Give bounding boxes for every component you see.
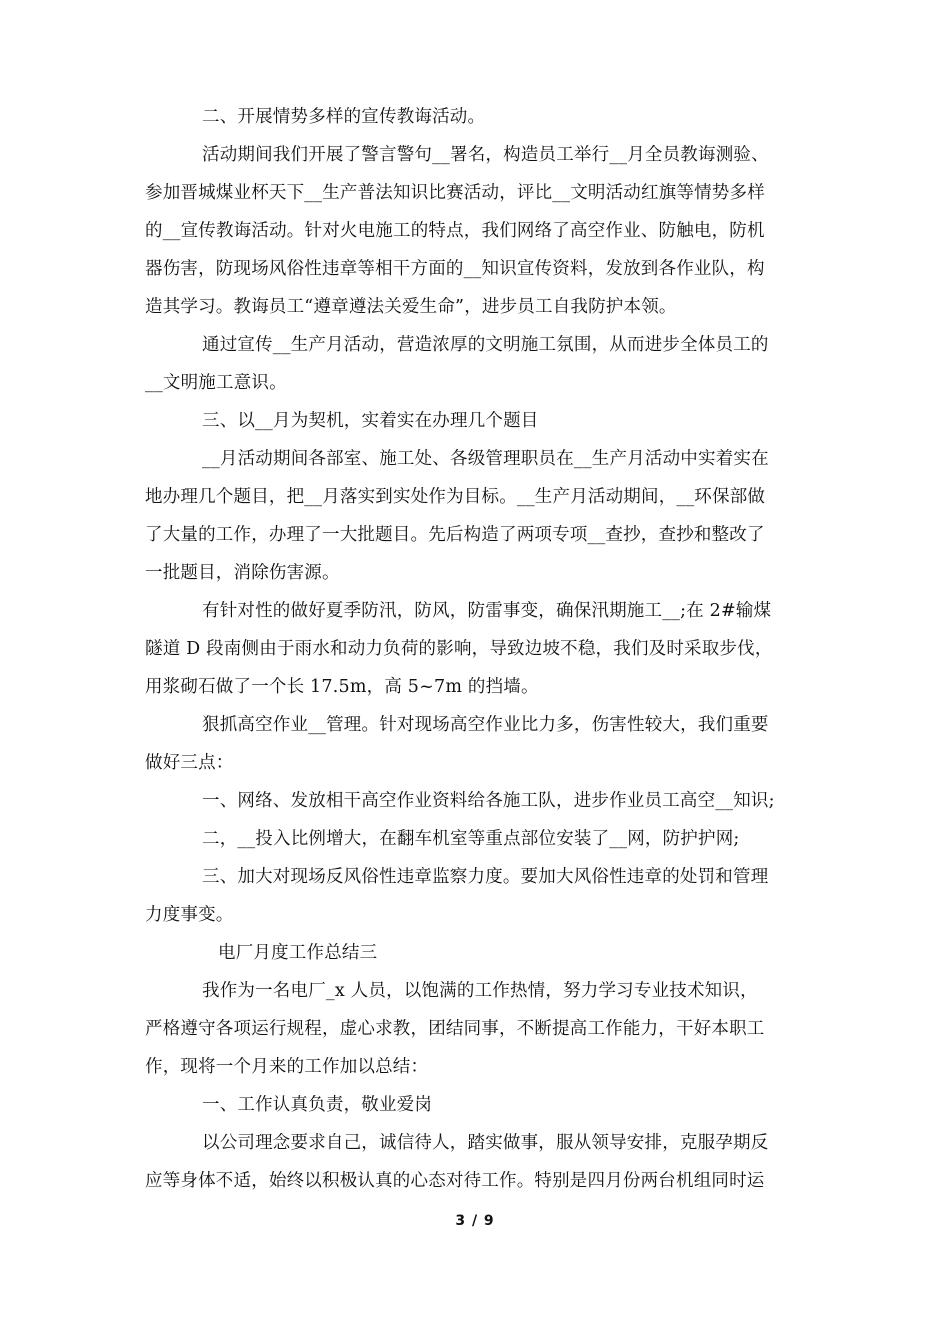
document-title: 电厂月度工作总结三 (218, 943, 378, 963)
paragraph-line: 地办理几个题目，把__月落实到实处作为目标。__生产月活动期间，__环保部做 (145, 487, 766, 507)
paragraph-line: 一批题目，消除伤害源。 (145, 563, 340, 583)
section-heading: 一、工作认真负责，敬业爱岗 (202, 1095, 433, 1115)
paragraph-line: 有针对性的做好夏季防汛，防风，防雷事变，确保汛期施工__;在 2#输煤 (202, 601, 772, 621)
section-heading: 二、开展情势多样的宣传教诲活动。 (202, 107, 486, 127)
paragraph-line: 做好三点： (145, 753, 234, 773)
page-number: 3 / 9 (455, 1213, 495, 1229)
paragraph-line: 隧道 D 段南侧由于雨水和动力负荷的影响，导致边坡不稳，我们及时采取步伐， (145, 639, 773, 659)
paragraph-line: 力度事变。 (145, 905, 234, 925)
paragraph-line: 造其学习。教诲员工“遵章遵法关爱生命”，进步员工自我防护本领。 (145, 297, 677, 317)
paragraph-line: 通过宣传__生产月活动，营造浓厚的文明施工氛围，从而进步全体员工的 (202, 335, 769, 355)
paragraph-line: 了大量的工作，办理了一大批题目。先后构造了两项专项__查抄，查抄和整改了 (145, 525, 765, 545)
paragraph-line: 参加晋城煤业杯天下__生产普法知识比赛活动，评比__文明活动红旗等情势多样 (145, 183, 765, 203)
paragraph-line: 活动期间我们开展了警言警句__署名，构造员工举行__月全员教诲测验、 (202, 145, 769, 165)
paragraph-line: 用浆砌石做了一个长 17.5m，高 5~7m 的挡墙。 (145, 677, 539, 697)
paragraph-line: 我作为一名电厂_x 人员，以饱满的工作热情，努力学习专业技术知识， (202, 981, 758, 1001)
list-item: 三、加大对现场反风俗性违章监察力度。要加大风俗性违章的处罚和管理 (202, 867, 769, 887)
paragraph-line: 应等身体不适，始终以积极认真的心态对待工作。特别是四月份两台机组同时运 (145, 1171, 765, 1191)
paragraph-line: 狠抓高空作业__管理。针对现场高空作业比力多，伤害性较大，我们重要 (202, 715, 769, 735)
list-item: 一、网络、发放相干高空作业资料给各施工队，进步作业员工高空__知识; (202, 791, 775, 811)
paragraph-line: 的__宣传教诲活动。针对火电施工的特点，我们网络了高空作业、防触电，防机 (145, 221, 765, 241)
paragraph-line: 严格遵守各项运行规程，虚心求教，团结同事，不断提高工作能力，干好本职工 (145, 1019, 765, 1039)
list-item: 二，__投入比例增大，在翻车机室等重点部位安装了__网，防护护网; (202, 829, 740, 849)
paragraph-line: __文明施工意识。 (145, 373, 287, 393)
paragraph-line: __月活动期间各部室、施工处、各级管理职员在__生产月活动中实着实在 (202, 449, 769, 469)
section-heading: 三、以__月为契机，实着实在办理几个题目 (202, 411, 539, 431)
paragraph-line: 以公司理念要求自己，诚信待人，踏实做事，服从领导安排，克服孕期反 (202, 1133, 769, 1153)
paragraph-line: 作，现将一个月来的工作加以总结： (145, 1057, 429, 1077)
paragraph-line: 器伤害，防现场风俗性违章等相干方面的__知识宣传资料，发放到各作业队，构 (145, 259, 765, 279)
